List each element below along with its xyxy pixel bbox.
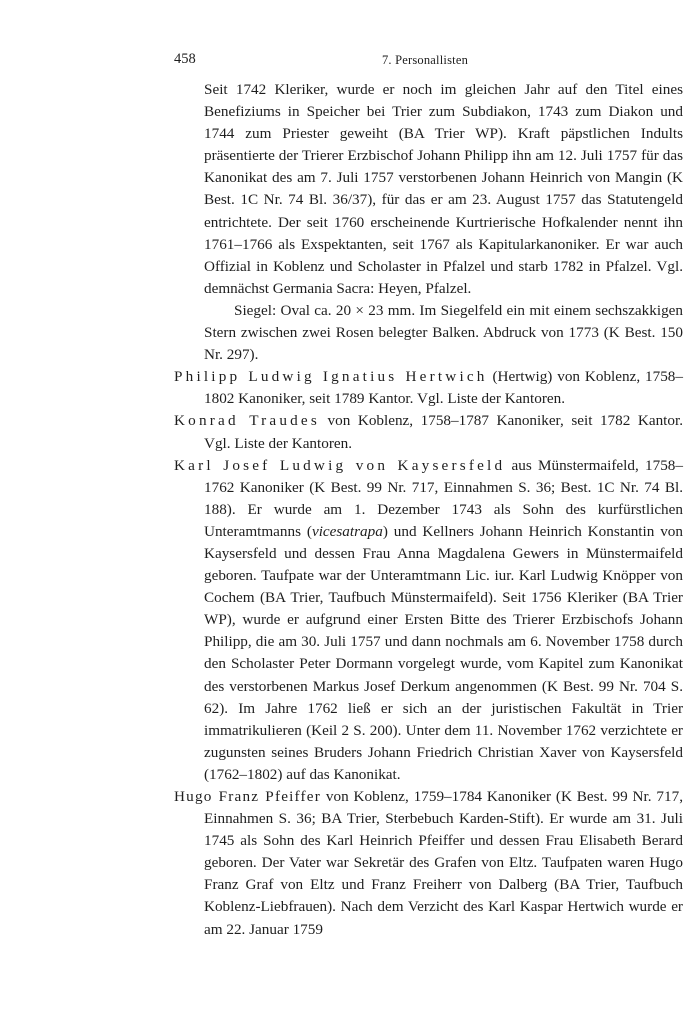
entry-text: von Koblenz, 1758–1787 Kanoniker, seit 1782 Kantor. Vgl. Liste der Kantoren. <box>204 412 684 452</box>
person-name: Hugo Franz Pfeiffer <box>174 788 321 805</box>
list-item <box>174 786 683 941</box>
entry-text: von Koblenz, 1759–1784 Kanoniker (K Best. 99 Nr. 717, Einnahmen S. 36; BA Trier, Sterbebuch Karden-Stift). Er wurde am 31. Juli 1745 als Sohn des Karl Heinrich Pfeiffer und dessen Frau Elisabeth Berard geboren. Der Vater war Sekretär des Grafen von Eltz. Taufpaten waren Hugo Franz Graf von Eltz und Franz Freiherr von Dalberg (BA Trier, Taufbuch Koblenz-Liebfrauen). Nach dem Verzicht des Karl Kaspar Hertwich wurde er am 22. Januar 1759 <box>204 788 683 938</box>
list-item <box>174 410 683 454</box>
list-item <box>174 455 683 786</box>
entry-text: (Hertwig) von Koblenz, 1758–1802 Kanoniker, seit 1789 Kantor. Vgl. Liste der Kantoren. <box>204 368 683 408</box>
entry-text: aus Münstermaifeld, 1758–1762 Kanoniker (K Best. 99 Nr. 717, Einnahmen S. 36; Best. 1C Nr. 74 Bl. 188). Er wurde am 1. Dezember 1743 als Sohn des kurfürstlichen Unteramtmanns ( <box>204 456 683 540</box>
running-title: 7. Personallisten <box>381 53 469 67</box>
seal-paragraph: Siegel: Oval ca. 20 × 23 mm. Im Siegelfeld ein mit einem sechszakkigen Stern zwischen zwei Rosen belegter Balken. Abdruck von 1773 (K Best. 150 Nr. 297). <box>204 301 683 364</box>
list-item <box>174 366 683 410</box>
latin-term: vicesatrapa <box>311 522 383 540</box>
person-name: Karl Josef Ludwig von Kaysersfeld <box>174 456 506 474</box>
body-text <box>174 79 683 941</box>
person-name: Philipp Ludwig Ignatius Hertwich <box>174 368 488 386</box>
person-name: Konrad Traudes <box>174 412 320 430</box>
page-number: 458 <box>174 51 196 67</box>
paragraph: Seit 1742 Kleriker, wurde er noch im gleichen Jahr auf den Titel eines Benefiziums in Speicher bei Trier zum Subdiakon, 1743 zum Diakon und 1744 zum Priester geweiht (BA Trier WP). Kraft päpstlichen Indults präsentierte der Trierer Erzbischof Johann Philipp ihn am 12. Juli 1757 für das Kanonikat des am 7. Juli 1757 verstorbenen Johann Heinrich von Mangin (K Best. 1C Nr. 74 Bl. 36/37), für das er am 23. August 1757 das Statutengeld entrichtete. Der seit 1760 erscheinende Kurtrierische Hofkalender nennt ihn 1761–1766 als Exspektanten, seit 1767 als Kapitularkanoniker. Er war auch Offizial in Koblenz und Scholaster in Pfalzel und starb 1782 in Pfalzel. Vgl. demnächst Germania Sacra: Heyen, Pfalzel. <box>204 81 683 297</box>
entry-text: ) und Kellners Johann Heinrich Konstantin von Kaysersfeld und dessen Frau Anna Magdalena Gewers in Münstermaifeld geboren. Taufpate war der Unteramtmann Lic. iur. Karl Ludwig Knöpper von Cochem (BA Trier, Taufbuch Münstermaifeld). Seit 1756 Kleriker (BA Trier WP), wurde er aufgrund einer Ersten Bitte des Trierer Erzbischofs Johann Philipp, die am 30. Juli 1757 und dann nochmals am 6. November 1758 durch den Scholaster Peter Dormann vorgelegt wurde, vom Kapitel zum Kanonikat des verstorbenen Markus Josef Derkum angenommen (K Best. 99 Nr. 704 S. 62). Im Jahre 1762 ließ er sich an der juristischen Fakultät in Trier immatrikulieren (Keil 2 S. 200). Unter dem 11. November 1762 verzichtete er zugunsten seines Bruders Johann Friedrich Christian Xaver von Kaysersfeld (1762–1802) auf das Kanonikat. <box>204 522 683 783</box>
